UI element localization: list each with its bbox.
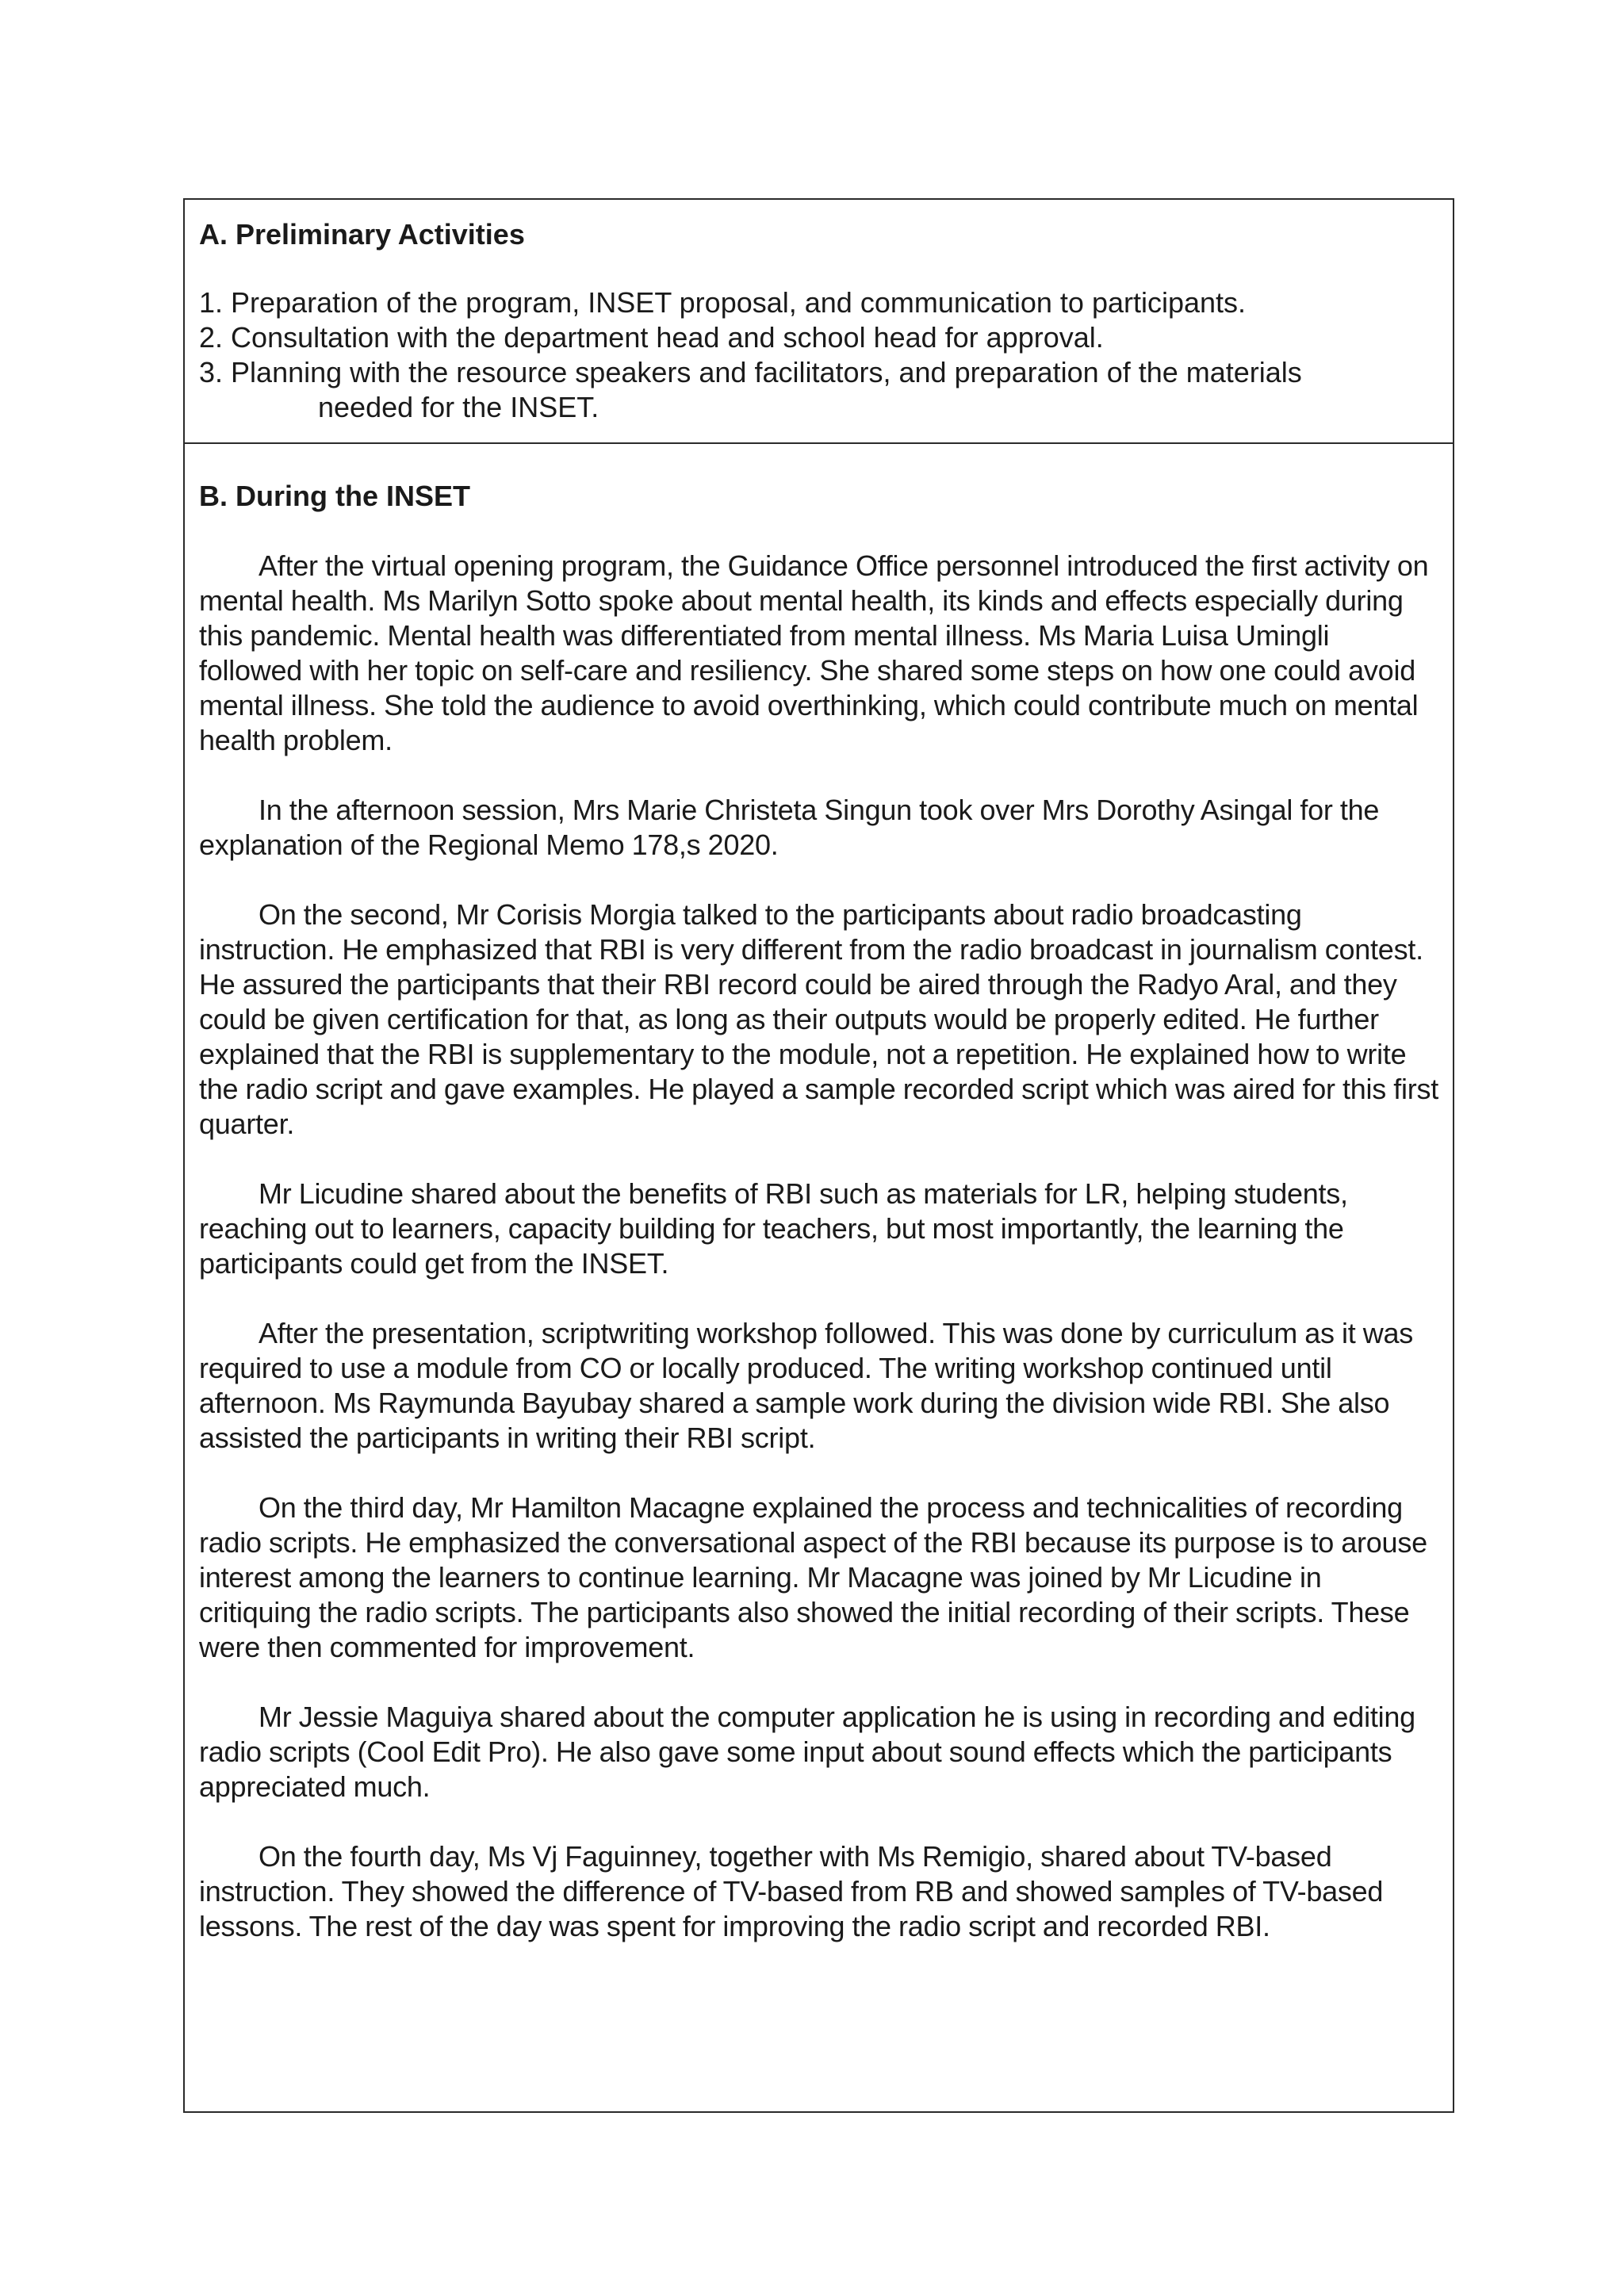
report-table [183,198,1454,2113]
paragraph-rbi-benefits: Mr Licudine shared about the benefits of RBI such as materials for LR, helping students, reaching out to learners, capacity building for teachers, but most importantly, the learning the participants could get from the INSET. [199,1177,1348,1280]
section-during-inset [185,444,1453,2111]
paragraph-mental-health: After the virtual opening program, the Guidance Office personnel introduced the first activity on mental health. Ms Marilyn Sotto spoke about mental health, its kinds and effects especially during this pandemic. Mental health was differentiated from mental illness. Ms Maria Luisa Umingli followed with her topic on self-care and resiliency. She shared some steps on how one could avoid mental illness. She told the audience to avoid overthinking, which could contribute much on mental health problem. [199,549,1429,756]
list-item-number: 3. [199,356,224,388]
list-item-text: Consultation with the department head and school head for approval. [231,321,1104,354]
list-item-text: Planning with the resource speakers and facilitators, and preparation of the materials [231,356,1302,388]
paragraph-cool-edit-pro: Mr Jessie Maguiya shared about the computer application he is using in recording and editing radio scripts (Cool Edit Pro). He also gave some input about sound effects which the participants appreciated much. [199,1701,1415,1803]
list-item-text: Preparation of the program, INSET proposal, and communication to participants. [231,286,1247,319]
list-item-continuation: needed for the INSET. [318,391,599,423]
paragraph-third-day: On the third day, Mr Hamilton Macagne explained the process and technicalities of recording radio scripts. He emphasized the conversational aspect of the RBI because its purpose is to arouse interest among the learners to continue learning. Mr Macagne was joined by Mr Licudine in critiquing the radio scripts. The participants also showed the initial recording of their scripts. These were then commented for improvement. [199,1491,1427,1663]
paragraph-fourth-day: On the fourth day, Ms Vj Faguinney, together with Ms Remigio, shared about TV-based instruction. They showed the difference of TV-based from RB and showed samples of TV-based lessons. The rest of the day was spent for improving the radio script and recorded RBI. [199,1840,1384,1942]
section-b-heading: B. During the INSET [199,480,470,512]
section-preliminary-activities [185,200,1453,444]
preliminary-activities-list [199,285,1438,425]
paragraph-afternoon-session: In the afternoon session, Mrs Marie Christeta Singun took over Mrs Dorothy Asingal for the explanation of the Regional Memo 178,s 2020. [199,794,1380,861]
list-item-number: 1. [199,286,224,319]
list-item [199,285,1438,320]
list-item [199,320,1438,355]
paragraph-scriptwriting-workshop: After the presentation, scriptwriting workshop followed. This was done by curriculum as it was required to use a module from CO or locally produced. The writing workshop continued until afternoon. Ms Raymunda Bayubay shared a sample work during the division wide RBI. She also assisted the participants in writing their RBI script. [199,1317,1413,1454]
paragraph-second-day: On the second, Mr Corisis Morgia talked to the participants about radio broadcasting instruction. He emphasized that RBI is very different from the radio broadcast in journalism contest. He assured the participants that their RBI record could be aired through the Radyo Aral, and they could be given certification for that, as long as their outputs would be properly edited. He further explained that the RBI is supplementary to the module, not a repetition. He explained how to write the radio script and gave examples. He played a sample recorded script which was aired for this first quarter. [199,898,1438,1140]
list-item [199,355,1438,425]
list-item-number: 2. [199,321,224,354]
section-a-heading: A. Preliminary Activities [199,218,525,251]
